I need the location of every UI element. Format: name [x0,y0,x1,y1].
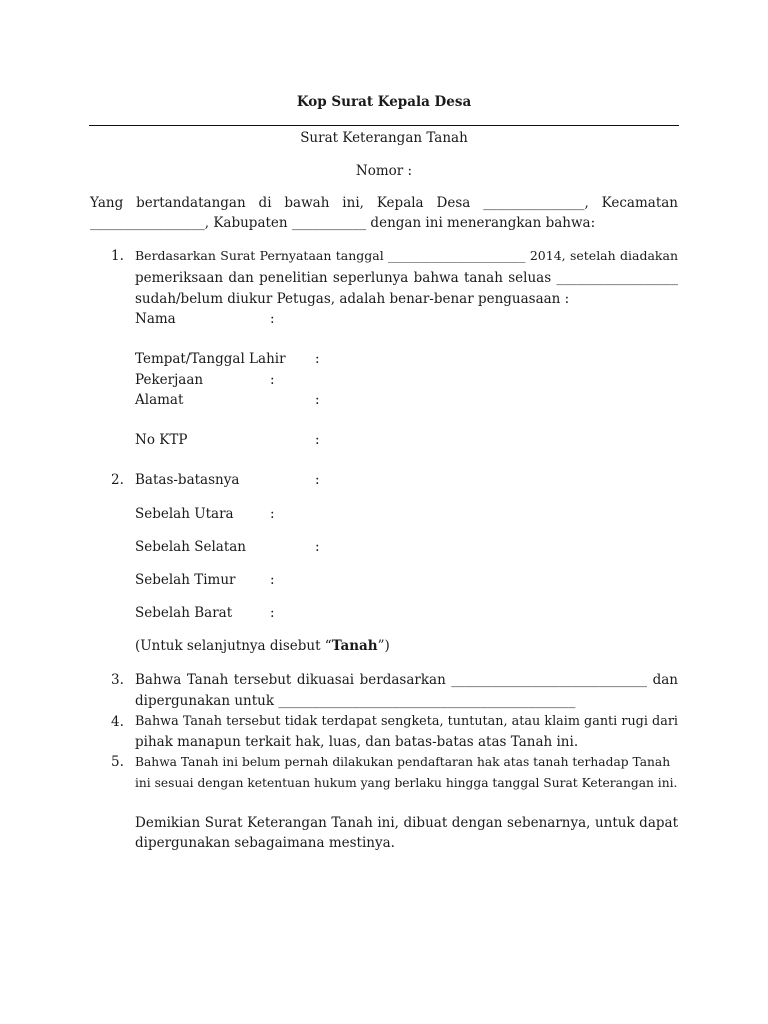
letterhead-title: Kop Surat Kepala Desa [296,94,472,110]
item-5-line-2: ini sesuai dengan ketentuan hukum yang berlaku hingga tanggal Surat Keterangan ini. [135,776,678,790]
item-4-number: 4. [111,714,124,730]
document-number: Nomor : [355,163,413,179]
intro-line-2: _________________, Kabupaten ___________ dengan ini menerangkan bahwa: [90,215,596,231]
field-label-pekerjaan: Pekerjaan [135,372,204,388]
field-label-nama: Nama [135,311,176,327]
item-3-number: 3. [111,672,124,688]
field-colon-alamat: : [315,392,320,408]
field-label-tempat-tanggal-lahir: Tempat/Tanggal Lahir [135,351,286,367]
item-2-number: 2. [111,472,124,488]
border-label-selatan: Sebelah Selatan [135,539,246,555]
header-divider [89,125,679,126]
border-colon-selatan: : [315,539,320,555]
border-colon-utara: : [270,506,275,522]
note-suffix: ”) [377,638,390,654]
closing-line-1: Demikian Surat Keterangan Tanah ini, dibuat dengan sebenarnya, untuk dapat [135,815,678,831]
field-colon-pekerjaan: : [270,372,275,388]
border-label-utara: Sebelah Utara [135,506,234,522]
item-4-line-1: Bahwa Tanah tersebut tidak terdapat sengketa, tuntutan, atau klaim ganti rugi dari [135,714,678,729]
field-label-no-ktp: No KTP [135,432,188,448]
note-defined-term: Tanah [331,638,378,654]
closing-line-2: dipergunakan sebagaimana mestinya. [135,835,395,851]
border-colon-timur: : [270,572,275,588]
item-1-number: 1. [111,248,124,264]
field-colon-tempat-tanggal-lahir: : [315,351,320,367]
document-title: Surat Keterangan Tanah [300,130,468,146]
item-5-line-1: Bahwa Tanah ini belum pernah dilakukan pendaftaran hak atas tanah terhadap Tanah [135,755,671,769]
item-1-line-3: sudah/belum diukur Petugas, adalah benar-benar penguasaan : [135,291,570,307]
field-colon-no-ktp: : [315,432,320,448]
note-prefix: (Untuk selanjutnya disebut “ [135,638,332,654]
item-2-colon: : [315,472,320,488]
item-2-label: Batas-batasnya [135,472,240,488]
tanah-definition-note [135,636,390,656]
item-1-line-1: Berdasarkan Surat Pernyataan tanggal ______________________ 2014, setelah diadakan [135,248,678,263]
item-1-line-2: pemeriksaan dan penelitian seperlunya bahwa tanah seluas __________________ [135,270,678,286]
intro-line-1: Yang bertandatangan di bawah ini, Kepala Desa _______________, Kecamatan [90,195,678,211]
field-label-alamat: Alamat [135,392,184,408]
item-5-number: 5. [111,754,124,770]
border-label-barat: Sebelah Barat [135,605,233,621]
item-4-line-2: pihak manapun terkait hak, luas, dan batas-batas atas Tanah ini. [135,734,579,750]
border-label-timur: Sebelah Timur [135,572,236,588]
item-3-line-2: dipergunakan untuk ____________________________________________ [135,693,576,709]
border-colon-barat: : [270,605,275,621]
item-3-line-1: Bahwa Tanah tersebut dikuasai berdasarkan _____________________________ dan [135,672,678,688]
field-colon-nama: : [270,311,275,327]
